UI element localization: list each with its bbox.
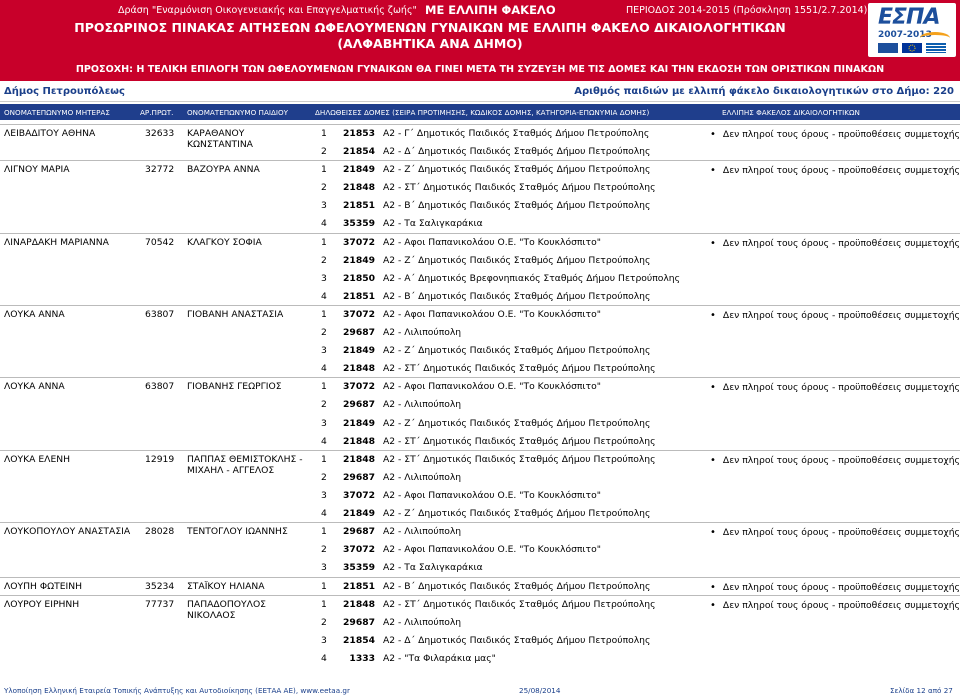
structure-name: Α2 - ΣΤ΄ Δημοτικός Παιδικός Σταθμός Δήμου Πετρούπολης — [383, 598, 656, 610]
row-divider — [0, 305, 960, 306]
child-name: ΤΕΝΤΟΓΛΟΥ ΙΩΑΝΝΗΣ — [187, 526, 288, 538]
mother-name: ΛΟΥΚΑ ΕΛΕΝΗ — [4, 453, 71, 465]
preference-order: 2 — [321, 471, 327, 483]
preference-order: 1 — [321, 526, 327, 538]
protocol-number: 77737 — [145, 598, 175, 610]
structure-code: 21848 — [343, 363, 375, 375]
structure-code: 21849 — [343, 345, 375, 357]
row-divider — [0, 450, 960, 451]
page-footer — [0, 683, 960, 697]
protocol-number: 35234 — [145, 580, 175, 592]
structure-code: 21849 — [343, 164, 375, 176]
structure-name: Α2 - Ζ΄ Δημοτικός Παιδικός Σταθμός Δήμου Πετρούπολης — [383, 254, 651, 266]
structure-name: Α2 - Β΄ Δημοτικός Παιδικός Σταθμός Δήμου Πετρούπολης — [383, 200, 651, 212]
child-name: ΒΑΖΟΥΡΑ ΑΝΝΑ — [187, 164, 260, 176]
col-protocol: ΑΡ.ΠΡΩΤ. — [140, 108, 174, 117]
municipality-bar — [0, 81, 960, 102]
structure-code: 21849 — [343, 508, 375, 520]
status-reason: • Δεν πληροί τους όρους - προϋποθέσεις συμμετοχής — [710, 238, 960, 249]
col-structures: ΔΗΛΩΘΕΙΣΕΣ ΔΟΜΕΣ (ΣΕΙΡΑ ΠΡΟΤΙΜΗΣΗΣ, ΚΩΔΙΚΟΣ ΔΟΜΗΣ, ΚΑΤΗΓΟΡΙΑ-ΕΠΩΝΥΜΙΑ ΔΟΜΗΣ) — [315, 108, 650, 117]
structure-code: 21854 — [343, 146, 375, 158]
row-divider — [0, 124, 960, 125]
structure-code: 21853 — [343, 128, 375, 139]
structure-code: 21851 — [343, 290, 375, 302]
status-reason: • Δεν πληροί τους όρους - προϋποθέσεις συμμετοχής — [710, 582, 960, 593]
structure-name: Α2 - Αφοι Παπανικολάου Ο.Ε. "Το Κουκλόσπιτο" — [383, 489, 601, 501]
structure-name: Α2 - Λιλιπούπολη — [383, 526, 462, 538]
structure-name: Α2 - ΣΤ΄ Δημοτικός Παιδικός Σταθμός Δήμου Πετρούπολης — [383, 182, 656, 194]
preference-order: 4 — [321, 363, 327, 375]
structure-name: Α2 - Αφοι Παπανικολάου Ο.Ε. "Το Κουκλόσπιτο" — [383, 236, 601, 248]
structure-code: 21848 — [343, 182, 375, 194]
file-type-label: ΜΕ ΕΛΛΙΠΗ ΦΑΚΕΛΟ — [425, 3, 556, 17]
preference-order: 4 — [321, 290, 327, 302]
structure-name: Α2 - Αφοι Παπανικολάου Ο.Ε. "Το Κουκλόσπιτο" — [383, 544, 601, 556]
table-row — [0, 450, 960, 522]
structure-name: Α2 - ΣΤ΄ Δημοτικός Παιδικός Σταθμός Δήμου Πετρούπολης — [383, 363, 656, 375]
row-divider — [0, 595, 960, 596]
mother-name: ΛΙΝΑΡΔΑΚΗ ΜΑΡΙΑΝΝΑ — [4, 236, 109, 248]
preference-order: 4 — [321, 652, 327, 664]
structure-name: Α2 - ΣΤ΄ Δημοτικός Παιδικός Σταθμός Δήμου Πετρούπολης — [383, 453, 656, 465]
structure-code: 37072 — [343, 489, 375, 501]
mother-name: ΛΕΙΒΑΔΙΤΟΥ ΑΘΗΝΑ — [4, 128, 96, 139]
structure-code: 29687 — [343, 526, 375, 538]
structure-name: Α2 - Δ΄ Δημοτικός Παιδικός Σταθμός Δήμου Πετρούπολης — [383, 146, 651, 158]
structure-name: Α2 - Λιλιπούπολη — [383, 616, 462, 628]
structure-name: Α2 - Ζ΄ Δημοτικός Παιδικός Σταθμός Δήμου Πετρούπολης — [383, 417, 651, 429]
footer-org: Υλοποίηση Ελληνική Εταιρεία Τοπικής Ανάπτυξης και Αυτοδιοίκησης (ΕΕΤΑΑ ΑΕ), www.eetaa.gr — [4, 686, 350, 695]
children-count: Αριθμός παιδιών με ελλιπή φάκελο δικαιολογητικών στο Δήμο: 220 — [574, 86, 954, 97]
status-reason: • Δεν πληροί τους όρους - προϋποθέσεις συμμετοχής — [710, 129, 960, 140]
structure-code: 29687 — [343, 616, 375, 628]
structure-code: 21851 — [343, 200, 375, 212]
child-name: ΓΙΟΒΑΝΗΣ ΓΕΩΡΓΙΟΣ — [187, 381, 282, 393]
table-row — [0, 160, 960, 232]
structure-code: 21854 — [343, 634, 375, 646]
structure-name: Α2 - Α΄ Δημοτικός Βρεφονηπιακός Σταθμός Δήμου Πετρούπολης — [383, 272, 681, 284]
preference-order: 3 — [321, 200, 327, 212]
warning-notice: ΠΡΟΣΟΧΗ: Η ΤΕΛΙΚΗ ΕΠΙΛΟΓΗ ΤΩΝ ΩΦΕΛΟΥΜΕΝΩΝ ΓΥΝΑΙΚΩΝ ΘΑ ΓΙΝΕΙ ΜΕΤΑ ΤΗ ΣΥΖΕΥΞΗ ΜΕ ΤΙΣ ΔΟΜΕΣ ΚΑΙ ΤΗΝ ΕΚΔΟΣΗ ΤΩΝ ΟΡΙΣΤΙΚΩΝ ΠΙΝΑΚΩΝ — [75, 64, 885, 75]
status-reason: • Δεν πληροί τους όρους - προϋποθέσεις συμμετοχής — [710, 600, 960, 611]
structure-name: Α2 - Αφοι Παπανικολάου Ο.Ε. "Το Κουκλόσπιτο" — [383, 381, 601, 393]
eu-greek-flags-icon — [878, 43, 946, 53]
status-reason: • Δεν πληροί τους όρους - προϋποθέσεις συμμετοχής — [710, 455, 960, 466]
structure-code: 21848 — [343, 598, 375, 610]
structure-code: 37072 — [343, 236, 375, 248]
preference-order: 4 — [321, 508, 327, 520]
preference-order: 3 — [321, 489, 327, 501]
child-name: ΣΤΑΪΚΟΥ ΗΛΙΑΝΑ — [187, 580, 265, 592]
structure-name: Α2 - Ζ΄ Δημοτικός Παιδικός Σταθμός Δήμου Πετρούπολης — [383, 164, 651, 176]
structure-code: 29687 — [343, 399, 375, 411]
structure-code: 21848 — [343, 453, 375, 465]
col-reason: ΕΛΛΙΠΗΣ ΦΑΚΕΛΟΣ ΔΙΚΑΙΟΛΟΓΗΤΙΚΩΝ — [722, 108, 860, 117]
table-row — [0, 233, 960, 305]
protocol-number: 63807 — [145, 381, 175, 393]
status-reason: • Δεν πληροί τους όρους - προϋποθέσεις συμμετοχής — [710, 382, 960, 393]
preference-order: 2 — [321, 182, 327, 194]
preference-order: 1 — [321, 580, 327, 592]
espa-logo-text: ΕΣΠΑ — [878, 5, 940, 30]
column-header-row — [0, 104, 960, 120]
structure-name: Α2 - Β΄ Δημοτικός Παιδικός Σταθμός Δήμου Πετρούπολης — [383, 290, 651, 302]
preference-order: 2 — [321, 399, 327, 411]
table-row — [0, 522, 960, 576]
structure-code: 29687 — [343, 327, 375, 339]
preference-order: 2 — [321, 327, 327, 339]
structure-code: 21849 — [343, 254, 375, 266]
row-divider — [0, 522, 960, 523]
footer-page: Σελίδα 12 από 27 — [890, 686, 953, 695]
table-row — [0, 577, 960, 595]
child-name: ΓΙΟΒΑΝΗ ΑΝΑΣΤΑΣΙΑ — [187, 309, 284, 320]
structure-code: 21849 — [343, 417, 375, 429]
preference-order: 3 — [321, 345, 327, 357]
structure-code: 37072 — [343, 381, 375, 393]
table-row — [0, 377, 960, 449]
espa-logo-years: 2007-2013 — [878, 30, 932, 40]
table-row — [0, 595, 960, 667]
header-banner — [0, 0, 960, 81]
col-mother: ΟΝΟΜΑΤΕΠΩΝΥΜΟ ΜΗΤΕΡΑΣ — [4, 108, 110, 117]
col-child: ΟΝΟΜΑΤΕΠΩΝΥΜΟ ΠΑΙΔΙΟΥ — [187, 108, 289, 117]
status-reason: • Δεν πληροί τους όρους - προϋποθέσεις συμμετοχής — [710, 527, 960, 538]
title-line-1: ΠΡΟΣΩΡΙΝΟΣ ΠΙΝΑΚΑΣ ΑΙΤΗΣΕΩΝ ΩΦΕΛΟΥΜΕΝΩΝ ΓΥΝΑΙΚΩΝ ΜΕ ΕΛΛΙΠΗ ΦΑΚΕΛΟ ΔΙΚΑΙΟΛΟΓΗΤΙΚΩΝ — [74, 20, 786, 35]
espa-logo — [868, 3, 956, 57]
structure-name: Α2 - "Τα Φιλαράκια μας" — [383, 652, 496, 664]
protocol-number: 28028 — [145, 526, 175, 538]
row-divider — [0, 233, 960, 234]
preference-order: 4 — [321, 435, 327, 447]
structure-name: Α2 - Λιλιπούπολη — [383, 399, 462, 411]
page-title — [0, 20, 860, 52]
structure-name: Α2 - ΣΤ΄ Δημοτικός Παιδικός Σταθμός Δήμου Πετρούπολης — [383, 435, 656, 447]
title-line-2: (ΑΛΦΑΒΗΤΙΚΑ ΑΝΑ ΔΗΜΟ) — [337, 36, 523, 51]
structure-code: 1333 — [349, 652, 375, 664]
preference-order: 1 — [321, 164, 327, 176]
structure-name: Α2 - Ζ΄ Δημοτικός Παιδικός Σταθμός Δήμου Πετρούπολης — [383, 508, 651, 520]
preference-order: 2 — [321, 146, 327, 158]
protocol-number: 32772 — [145, 164, 175, 176]
structure-name: Α2 - Τα Σαλιγκαράκια — [383, 218, 483, 230]
program-name: Δράση "Εναρμόνιση Οικογενειακής και Επαγγελματικής ζωής" — [118, 5, 417, 16]
mother-name: ΛΟΥΡΟΥ ΕΙΡΗΝΗ — [4, 598, 80, 610]
structure-name: Α2 - Δ΄ Δημοτικός Παιδικός Σταθμός Δήμου Πετρούπολης — [383, 634, 651, 646]
preference-order: 1 — [321, 453, 327, 465]
row-divider — [0, 377, 960, 378]
preference-order: 1 — [321, 236, 327, 248]
preference-order: 2 — [321, 254, 327, 266]
preference-order: 3 — [321, 634, 327, 646]
preference-order: 4 — [321, 218, 327, 230]
structure-name: Α2 - Ζ΄ Δημοτικός Παιδικός Σταθμός Δήμου Πετρούπολης — [383, 345, 651, 357]
preference-order: 1 — [321, 128, 327, 139]
structure-name: Α2 - Β΄ Δημοτικός Παιδικός Σταθμός Δήμου Πετρούπολης — [383, 580, 651, 592]
table-row — [0, 305, 960, 377]
preference-order: 3 — [321, 272, 327, 284]
structure-name: Α2 - Λιλιπούπολη — [383, 327, 462, 339]
structure-code: 35359 — [343, 218, 375, 230]
mother-name: ΛΟΥΚΑ ΑΝΝΑ — [4, 381, 65, 393]
structure-name: Α2 - Γ΄ Δημοτικός Παιδικός Σταθμός Δήμου Πετρούπολης — [383, 128, 650, 139]
protocol-number: 32633 — [145, 128, 175, 139]
structure-code: 37072 — [343, 544, 375, 556]
child-name: ΚΛΑΓΚΟΥ ΣΟΦΙΑ — [187, 236, 262, 248]
structure-code: 21851 — [343, 580, 375, 592]
structure-code: 29687 — [343, 471, 375, 483]
protocol-number: 63807 — [145, 309, 175, 320]
preference-order: 1 — [321, 598, 327, 610]
status-reason: • Δεν πληροί τους όρους - προϋποθέσεις συμμετοχής — [710, 310, 960, 321]
mother-name: ΛΟΥΚΑ ΑΝΝΑ — [4, 309, 65, 320]
protocol-number: 70542 — [145, 236, 175, 248]
structure-code: 21848 — [343, 435, 375, 447]
child-name: ΠΑΠΑΔΟΠΟΥΛΟΣ ΝΙΚΟΛΑΟΣ — [187, 598, 266, 621]
status-reason: • Δεν πληροί τους όρους - προϋποθέσεις συμμετοχής — [710, 165, 960, 176]
child-name: ΠΑΠΠΑΣ ΘΕΜΙΣΤΟΚΛΗΣ - ΜΙΧΑΗΛ - ΑΓΓΕΛΟΣ — [187, 453, 303, 476]
child-name: ΚΑΡΑΘΑΝΟΥ ΚΩΝΣΤΑΝΤΙΝΑ — [187, 128, 253, 150]
structure-code: 21850 — [343, 272, 375, 284]
municipality-name: Δήμος Πετρουπόλεως — [4, 86, 125, 97]
structure-name: Α2 - Τα Σαλιγκαράκια — [383, 562, 483, 574]
mother-name: ΛΟΥΚΟΠΟΥΛΟΥ ΑΝΑΣΤΑΣΙΑ — [4, 526, 131, 538]
structure-code: 37072 — [343, 309, 375, 320]
preference-order: 1 — [321, 381, 327, 393]
mother-name: ΛΙΓΝΟΥ ΜΑΡΙΑ — [4, 164, 70, 176]
preference-order: 2 — [321, 544, 327, 556]
structure-name: Α2 - Λιλιπούπολη — [383, 471, 462, 483]
footer-date: 25/08/2014 — [519, 686, 561, 695]
preference-order: 3 — [321, 562, 327, 574]
preference-order: 2 — [321, 616, 327, 628]
preference-order: 3 — [321, 417, 327, 429]
period-label: ΠΕΡΙΟΔΟΣ 2014-2015 (Πρόσκληση 1551/2.7.2014) — [626, 5, 868, 16]
table-row — [0, 124, 960, 160]
preference-order: 1 — [321, 309, 327, 320]
mother-name: ΛΟΥΠΗ ΦΩΤΕΙΝΗ — [4, 580, 83, 592]
structure-name: Α2 - Αφοι Παπανικολάου Ο.Ε. "Το Κουκλόσπιτο" — [383, 309, 601, 320]
structure-code: 35359 — [343, 562, 375, 574]
row-divider — [0, 577, 960, 578]
protocol-number: 12919 — [145, 453, 175, 465]
row-divider — [0, 160, 960, 161]
